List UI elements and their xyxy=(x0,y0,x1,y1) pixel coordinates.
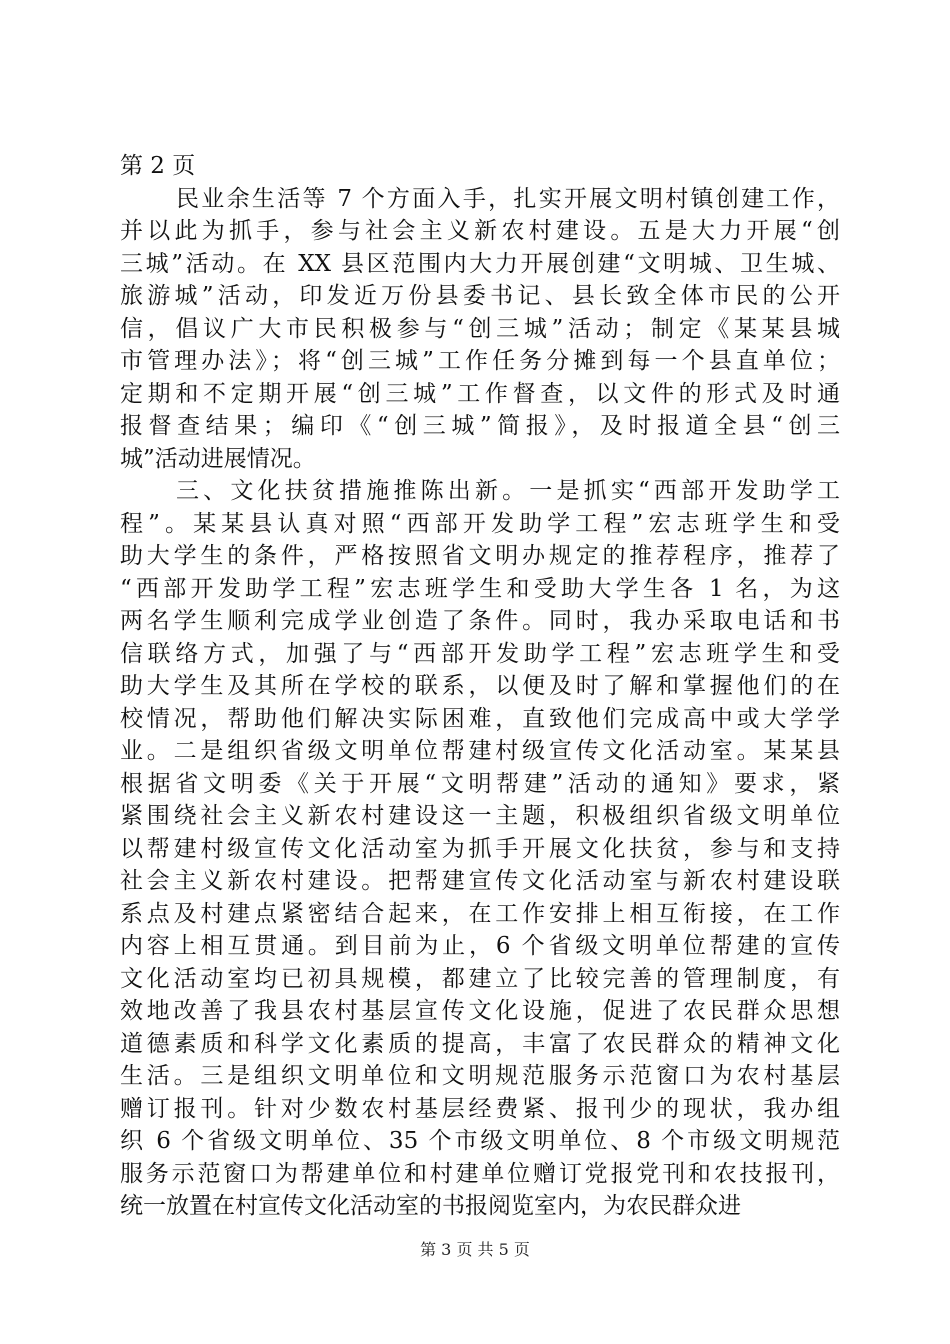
paragraph-line: 社会主义新农村建设。把帮建宣传文化活动室与新农村建设联 xyxy=(120,868,840,894)
paragraph-line: 文化活动室均已初具规模，都建立了比较完善的管理制度，有 xyxy=(120,965,840,992)
paragraph-line: 市管理办法》；将“创三城”工作任务分摊到每一个县直单位； xyxy=(120,348,840,374)
paragraph-line: 民业余生活等 7 个方面入手，扎实开展文明村镇创建工作， xyxy=(176,185,840,212)
paragraph-line: 城”活动进展情况。 xyxy=(120,445,316,472)
paragraph-line: 三城”活动。在 XX 县区范围内大力开展创建“文明城、卫生城、 xyxy=(120,250,840,277)
paragraph-line: 根据省文明委《关于开展“文明帮建”活动的通知》要求，紧 xyxy=(120,770,840,797)
paragraph-line: 信，倡议广大市民积极参与“创三城”活动；制定《某某县城 xyxy=(120,315,840,342)
paragraph-line: 校情况，帮助他们解决实际困难，直致他们完成高中或大学学 xyxy=(120,705,840,732)
paragraph-line: 旅游城”活动，印发近万份县委书记、县长致全体市民的公开 xyxy=(120,283,840,309)
paragraph-line: 业。二是组织省级文明单位帮建村级宣传文化活动室。某某县 xyxy=(120,738,840,764)
paragraph-line: 效地改善了我县农村基层宣传文化设施，促进了农民群众思想 xyxy=(120,998,840,1024)
paragraph-line: 程”。某某县认真对照“西部开发助学工程”宏志班学生和受 xyxy=(120,510,840,537)
paragraph-line: 系点及村建点紧密结合起来，在工作安排上相互衔接，在工作 xyxy=(120,900,840,927)
paragraph xyxy=(120,475,840,1223)
paragraph-line: 紧围绕社会主义新农村建设这一主题，积极组织省级文明单位 xyxy=(120,803,840,829)
paragraph-line: 报督查结果；编印《“创三城”简报》，及时报道全县“创三 xyxy=(120,413,840,439)
paragraph-line: 赠订报刊。针对少数农村基层经费紧、报刊少的现状，我办组 xyxy=(120,1095,840,1122)
document-body xyxy=(120,150,840,1223)
paragraph-line: 内容上相互贯通。到目前为止，6 个省级文明单位帮建的宣传 xyxy=(120,933,840,959)
paragraph-line: 织 6 个省级文明单位、35 个市级文明单位、8 个市级文明规范 xyxy=(120,1128,840,1154)
paragraph-line: 服务示范窗口为帮建单位和村建单位赠订党报党刊和农技报刊， xyxy=(120,1160,840,1187)
paragraph-line: 生活。三是组织文明单位和文明规范服务示范窗口为农村基层 xyxy=(120,1063,840,1089)
paragraph-line: 以帮建村级宣传文化活动室为抓手开展文化扶贫，参与和支持 xyxy=(120,835,840,862)
paragraph-line: 助大学生及其所在学校的联系，以便及时了解和掌握他们的在 xyxy=(120,673,840,699)
paragraph-line: 信联络方式，加强了与“西部开发助学工程”宏志班学生和受 xyxy=(120,640,840,667)
paragraph-line: 助大学生的条件，严格按照省文明办规定的推荐程序，推荐了 xyxy=(120,543,840,569)
paragraph-container xyxy=(120,183,840,1223)
paragraph-line: 两名学生顺利完成学业创造了条件。同时，我办采取电话和书 xyxy=(120,608,840,634)
page-footer: 第 3 页 共 5 页 xyxy=(420,1240,530,1259)
paragraph-line: 统一放置在村宣传文化活动室的书报阅览室内，为农民群众进 xyxy=(120,1193,741,1219)
paragraph-line: 并以此为抓手，参与社会主义新农村建设。五是大力开展“创 xyxy=(120,218,840,244)
paragraph-line: “西部开发助学工程”宏志班学生和受助大学生各 1 名，为这 xyxy=(120,575,840,602)
paragraph xyxy=(120,183,840,476)
paragraph-line: 三、文化扶贫措施推陈出新。一是抓实“西部开发助学工 xyxy=(176,478,840,504)
page-marker: 第 2 页 xyxy=(120,153,196,179)
paragraph-line: 道德素质和科学文化素质的提高，丰富了农民群众的精神文化 xyxy=(120,1030,840,1057)
paragraph-line: 定期和不定期开展“创三城”工作督查，以文件的形式及时通 xyxy=(120,380,840,407)
